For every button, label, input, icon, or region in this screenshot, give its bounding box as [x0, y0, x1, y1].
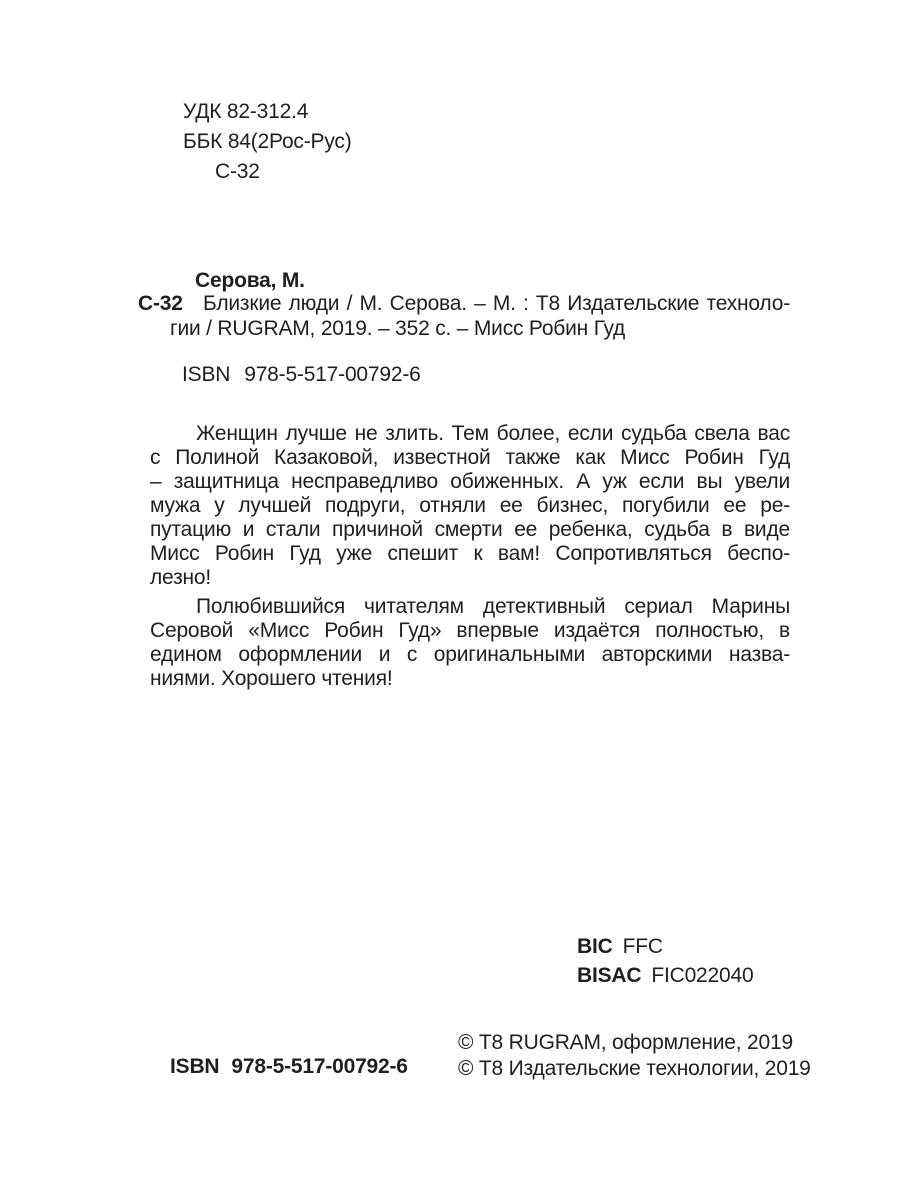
annotation-block — [150, 422, 790, 691]
classification-codes-block — [577, 932, 753, 990]
isbn-line — [182, 362, 421, 387]
text-line: Женщин лучше не злить. Тем более, если судьба свела вас — [196, 422, 790, 445]
text-line: гии / RUGRAM, 2019. – 352 с. – Мисс Робин Гуд — [170, 317, 626, 340]
bic-value: FFC — [622, 935, 663, 958]
bic-label: BIC — [577, 935, 613, 958]
bibliographic-description — [170, 291, 790, 341]
footer-isbn-label: ISBN — [170, 1055, 220, 1078]
text-line: с Полиной Казаковой, известной также как Мисс Робин Гуд — [150, 446, 790, 469]
bic-code-line — [577, 932, 753, 961]
author-sign-code: С-32 — [215, 160, 260, 183]
text-line: мужа у лучшей подруги, отняли ее бизнес, погубили ее ре- — [150, 494, 790, 517]
text-line: Близкие люди / М. Серова. – М. : Т8 Издательские техноло- — [203, 292, 790, 315]
bibliographic-author: Серова, М. — [195, 269, 305, 292]
bibliographic-code-label: С-32 — [138, 292, 183, 315]
udk-code: УДК 82-312.4 — [183, 100, 309, 123]
text-line: путацию и стали причиной смерти ее ребенка, судьба в виде — [150, 518, 790, 541]
footer-isbn-value: 978-5-517-00792-6 — [231, 1055, 408, 1078]
text-line: © Т8 RUGRAM, оформление, 2019 — [458, 1031, 793, 1054]
text-line: – защитница несправедливо обиженных. А уж если вы увели — [150, 470, 790, 493]
annotation-paragraph-2 — [150, 595, 790, 691]
bisac-value: FIC022040 — [651, 964, 754, 987]
text-line: ниями. Хорошего чтения! — [150, 667, 393, 690]
copyright-block — [458, 1030, 811, 1082]
text-line: едином оформлении и с оригинальными авторскими назва- — [150, 643, 790, 666]
text-line: Серовой «Мисс Робин Гуд» впервые издаётся полностью, в — [150, 619, 790, 642]
annotation-paragraph-1 — [150, 422, 790, 590]
bbk-code: ББК 84(2Рос-Рус) — [183, 130, 352, 153]
bisac-label: BISAC — [577, 964, 642, 987]
text-line: Полюбившийся читателям детективный сериал Марины — [196, 595, 790, 618]
text-line: лезно! — [150, 566, 212, 589]
footer-isbn-line — [170, 1054, 408, 1080]
cataloging-codes-block — [183, 97, 351, 187]
isbn-value: 978-5-517-00792-6 — [244, 363, 421, 386]
bisac-code-line — [577, 961, 753, 990]
isbn-label: ISBN — [182, 363, 231, 386]
text-line: © Т8 Издательские технологии, 2019 — [458, 1057, 811, 1080]
text-line: Мисс Робин Гуд уже спешит к вам! Сопротивляться беспо- — [150, 542, 790, 565]
